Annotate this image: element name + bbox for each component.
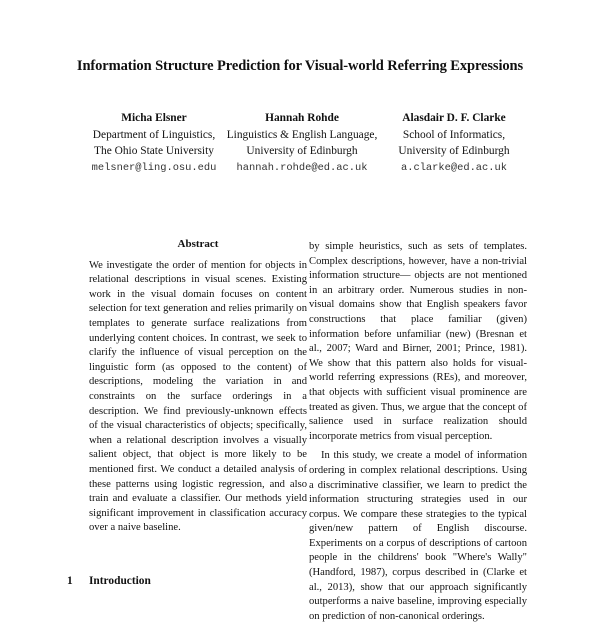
author-email: hannah.rohde@ed.ac.uk <box>236 161 368 174</box>
author-affiliation: University of Edinburgh <box>246 145 358 157</box>
paper-title: Information Structure Prediction for Visual-world Referring Expressions <box>76 58 524 74</box>
author-name: Hannah Rohde <box>265 112 339 124</box>
author-affiliation: School of Informatics, <box>402 128 506 141</box>
abstract-text: We investigate the order of mention for objects in relational descriptions in visual scenes. Existing work in the visual domain focuses on content selection for text generation and relies primarily on templates to generate surface realizations from underlying content choices. In contrast, we seek to clarify the influence of visual perception on the linguistic form (as opposed to the content) of descriptions, modeling the variation in and constraints on the surface orderings in a description. We find previously-unknown effects of the visual characteristics of objects; specifically, when a relational description involves a visually salient object, that object is more likely to be mentioned first. We conduct a detailed analysis of these patterns using logistic regression, and also train and evaluate a classifier. Our methods yield significant improvement in classification accuracy over a naive baseline. <box>89 259 307 534</box>
author-affiliation: The Ohio State University <box>94 145 214 157</box>
body-paragraph: In this study, we create a model of information ordering in complex relational descriptions. Using a discriminative classifier, we learn to predict the information structuring strategies used in our corpus. We compare these strategies to the typical given/new pattern of English discourse. Experiments on a corpus of descriptions of cartoon people in the childrens' book "Where's Wally" (Handford, 1987), corpus described in (Clarke et al., 2013), show that our approach significantly outperforms a naive baseline, improving especially on prediction of non-canonical orderings. <box>309 450 527 622</box>
author-name: Micha Elsner <box>121 112 187 124</box>
body-paragraph: by simple heuristics, such as sets of templates. Complex descriptions, however, have a non-trivial information structure— objects are not mentioned in an arbitrary order. Numerous studies in non-visual domains show that English speakers favor constructions that place familiar (given) information before unfamiliar (new) (Bresnan et al., 2007; Ward and Birner, 2001; Prince, 1981). We show that this pattern also holds for visual-world referring expressions (REs), and moreover, that objects with sufficient visual prominence are treated as given. Thus, we argue that the concept of salience used in surface realization should incorporate metrics from visual perception. <box>309 241 527 442</box>
section-number: 1 <box>67 575 73 587</box>
author-affiliation: Linguistics & English Language, <box>226 128 378 141</box>
right-column <box>309 240 527 624</box>
author-block <box>380 110 528 176</box>
author-block <box>221 110 383 176</box>
section-title: Introduction <box>89 575 151 587</box>
author-affiliation: University of Edinburgh <box>398 145 510 157</box>
author-email: a.clarke@ed.ac.uk <box>400 161 507 174</box>
section-heading <box>67 575 151 587</box>
author-email: melsner@ling.osu.edu <box>91 161 217 174</box>
left-column <box>89 237 307 536</box>
abstract-heading: Abstract <box>177 238 219 250</box>
author-affiliation: Department of Linguistics, <box>92 128 216 141</box>
author-name: Alasdair D. F. Clarke <box>402 112 506 124</box>
author-block <box>78 110 230 176</box>
